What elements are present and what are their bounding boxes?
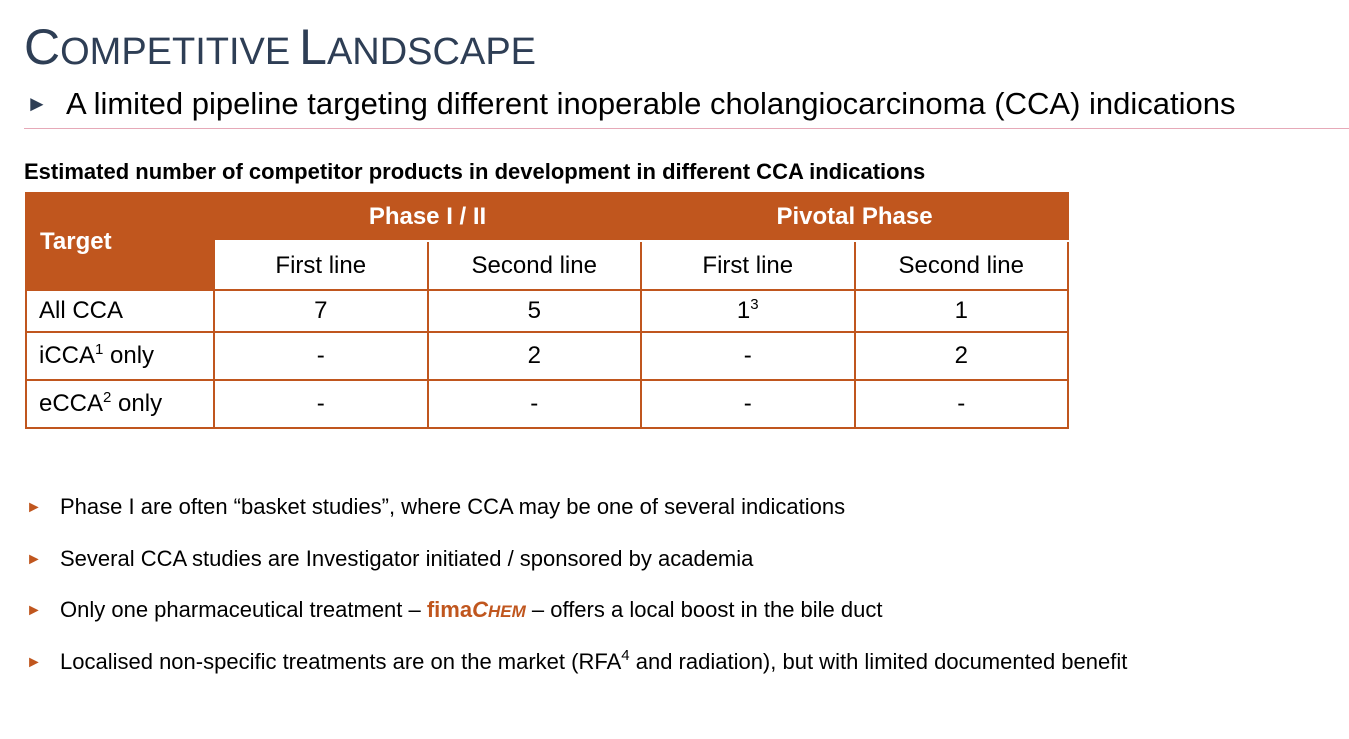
footnote-marker: 2 <box>103 389 112 406</box>
table-cell: - <box>641 380 855 428</box>
table-cell: - <box>214 380 428 428</box>
competitor-table <box>25 192 1069 429</box>
table-cell: 2 <box>855 332 1069 380</box>
table-cell: 5 <box>428 290 642 332</box>
arrow-bullet-icon: ► <box>26 602 42 619</box>
list-item: ► Localised non-specific treatments are on the market (RFA$^4$ and radiation), but with limited documented benefit <box>26 645 1127 679</box>
footnote-marker: 4 <box>621 646 630 664</box>
sub-header-second-line: Second line <box>428 241 642 290</box>
arrow-bullet-icon: ► <box>26 653 42 671</box>
list-item: ► Several CCA studies are Investigator initiated / sponsored by academia <box>26 542 1127 576</box>
arrow-bullet-icon: ► <box>26 499 42 516</box>
table-cell: 2 <box>428 332 642 380</box>
table-cell: - <box>214 332 428 380</box>
list-item: ► Phase I are often “basket studies”, where CCA may be one of several indications <box>26 490 1127 524</box>
row-label: All CCA <box>26 290 214 332</box>
table-cell: 1 <box>855 290 1069 332</box>
table-row <box>26 380 1068 428</box>
table-cell: $1^3$ <box>641 290 855 332</box>
row-label: iCCA$^1$ only <box>26 332 214 380</box>
footnote-marker: 1 <box>95 341 104 358</box>
arrow-bullet-icon: ► <box>26 550 42 568</box>
table-caption: Estimated number of competitor products in development in different CCA indications <box>24 159 926 184</box>
table-cell: - <box>428 380 642 428</box>
title-divider <box>24 128 1349 129</box>
table-cell: - <box>855 380 1069 428</box>
list-item: ► Only one pharmaceutical treatment – fimaCHEM – offers a local boost in the bile duct <box>26 593 1127 627</box>
arrow-bullet-icon: ► <box>26 91 48 116</box>
row-label: eCCA$^2$ only <box>26 380 214 428</box>
pivotal-phase-header: Pivotal Phase <box>641 193 1068 241</box>
footnote-marker: 3 <box>750 296 759 313</box>
sub-header-second-line: Second line <box>855 241 1069 290</box>
table-cell: - <box>641 332 855 380</box>
fimachem-brand: fimaCHEM <box>426 597 526 622</box>
subtitle-text: A limited pipeline targeting different inoperable cholangiocarcinoma (CCA) indications <box>66 86 1236 121</box>
sub-header-first-line: First line <box>214 241 428 290</box>
table-row <box>26 332 1068 380</box>
bullet-list <box>26 490 1127 696</box>
phase-1-2-header: Phase I / II <box>214 193 641 241</box>
table-cell: 7 <box>214 290 428 332</box>
target-header: Target <box>26 193 214 290</box>
sub-header-first-line: First line <box>641 241 855 290</box>
table-row <box>26 290 1068 332</box>
page-title: COMPETITIVE LANDSCAPE <box>24 19 537 75</box>
page-subtitle <box>26 84 1235 124</box>
